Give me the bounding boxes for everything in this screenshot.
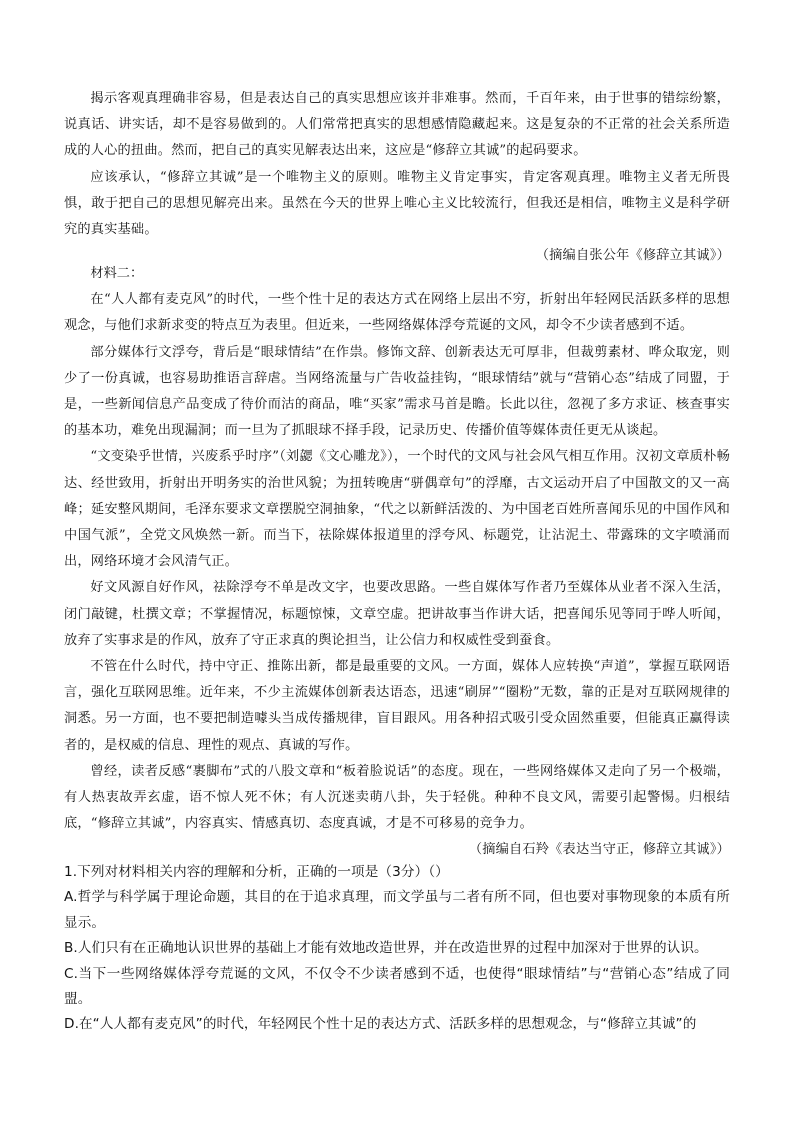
- material-two: [64, 261, 730, 864]
- material-two-paragraph: 在“人人都有麦克风”的时代，一些个性十足的表达方式在网络上层出不穷，折射出年轻网民活跃多样的思想观念，与他们求新求变的特点互为表里。但近来，一些网络媒体浮夸荒诞的文风，却令不少读者感到不适。: [64, 292, 730, 334]
- option-d[interactable]: D.在“人人都有麦克风”的时代，年轻网民个性十足的表达方式、活跃多样的思想观念，与“修辞立其诚”的: [64, 1016, 697, 1033]
- option-c[interactable]: C.当下一些网络媒体浮夸荒诞的文风，不仅令不少读者感到不适，也使得“眼球情结”与“营销心态”结成了同盟。: [64, 965, 730, 1008]
- material-one: [64, 86, 730, 269]
- material-two-heading: 材料二：: [90, 266, 144, 281]
- material-two-paragraph: 曾经，读者反感“裹脚布”式的八股文章和“板着脸说话”的态度。现在，一些网络媒体又走向了另一个极端，有人热衷故弄玄虚，语不惊人死不休；有人沉迷卖萌八卦，失于轻佻。种种不良文风，需要引起警惕。归根结底，“修辞立其诚”，内容真实、情感真切、态度真诚，才是不可移易的竞争力。: [64, 763, 730, 832]
- question-one: [64, 860, 730, 1038]
- material-two-paragraph: 不管在什么时代，持中守正、推陈出新，都是最重要的文风。一方面，媒体人应转换“声道”，掌握互联网语言，强化互联网思维。近年来，不少主流媒体创新表达语态，迅速“刷屏”“圈粉”无数，靠的正是对互联网规律的洞悉。另一方面，也不要把制造噱头当成传播规律，盲目跟风。用各种招式吸引受众固然重要，但能真正赢得读者的，是权威的信息、理性的观点、真诚的写作。: [64, 659, 730, 753]
- option-b[interactable]: B.人们只有在正确地认识世界的基础上才能有效地改造世界，并在改造世界的过程中加深对于世界的认识。: [64, 940, 708, 957]
- material-two-source: （摘编自石羚《表达当守正，修辞立其诚》）: [468, 842, 730, 858]
- option-a[interactable]: A.哲学与科学属于理论命题，其目的在于追求真理，而文学虽与二者有所不同，但也要对事物现象的本质有所显示。: [64, 889, 730, 931]
- material-two-paragraph: 好文风源自好作风，祛除浮夸不单是改文字，也要改思路。一些自媒体写作者乃至媒体从业者不深入生活，闭门敲键，杜撰文章；不掌握情况，标题惊悚，文章空虚。把讲故事当作讲大话，把喜闻乐见等同于哗人听闻，放弃了实事求是的作风，放弃了守正求真的舆论担当，让公信力和权威性受到蚕食。: [64, 580, 730, 648]
- material-one-source: （摘编自张公年《修辞立其诚》）: [535, 248, 730, 264]
- material-two-paragraph: “文变染乎世情，兴废系乎时序”（刘勰《文心雕龙》），一个时代的文风与社会风气相互作用。汉初文章质朴畅达、经世致用，折射出开明务实的治世风貌；为扭转晚唐“骈偶章句”的浮靡，古文运动开启了中国散文的又一高峰；延安整风期间，毛泽东要求文章摆脱空洞抽象，“代之以新鲜活泼的、为中国老百姓所喜闻乐见的中国作风和中国气派”，全党文风焕然一新。而当下，祛除媒体报道里的浮夸风、标题党，让沾泥土、带露珠的文字喷涌而出，网络环境才会风清气正。: [64, 449, 730, 570]
- question-stem: 1.下列对材料相关内容的理解和分析，正确的一项是（3分）（）: [64, 864, 449, 880]
- material-two-paragraph: 部分媒体行文浮夸，背后是“眼球情结”在作祟。修饰文辞、创新表达无可厚非，但裁剪素材、哗众取宠，则少了一份真诚，也容易助推语言辞虐。当网络流量与广告收益挂钩，“眼球情结”就与“营销心态”结成了同盟，于是，一些新闻信息产品变成了待价而沽的商品，唯“买家”需求马首是瞻。长此以往，忽视了多方求证、核查事实的基本功，难免出现漏洞；而一旦为了抓眼球不择手段，记录历史、传播价值等媒体责任更无从谈起。: [64, 344, 730, 439]
- material-one-paragraph: 揭示客观真理确非容易，但是表达自己的真实思想应该并非难事。然而，千百年来，由于世事的错综纷繁，说真话、讲实话，却不是容易做到的。人们常常把真实的思想感情隐藏起来。这是复杂的不正常的社会关系所造成的人心的扭曲。然而，把自己的真实见解表达出来，这应是“修辞立其诚”的起码要求。: [64, 91, 730, 159]
- material-one-paragraph: 应该承认，“修辞立其诚”是一个唯物主义的原则。唯物主义肯定事实，肯定客观真理。唯物主义者无所畏惧，敢于把自己的思想见解亮出来。虽然在今天的世界上唯心主义比较流行，但我还是相信，唯物主义是科学研究的真实基础。: [64, 169, 730, 238]
